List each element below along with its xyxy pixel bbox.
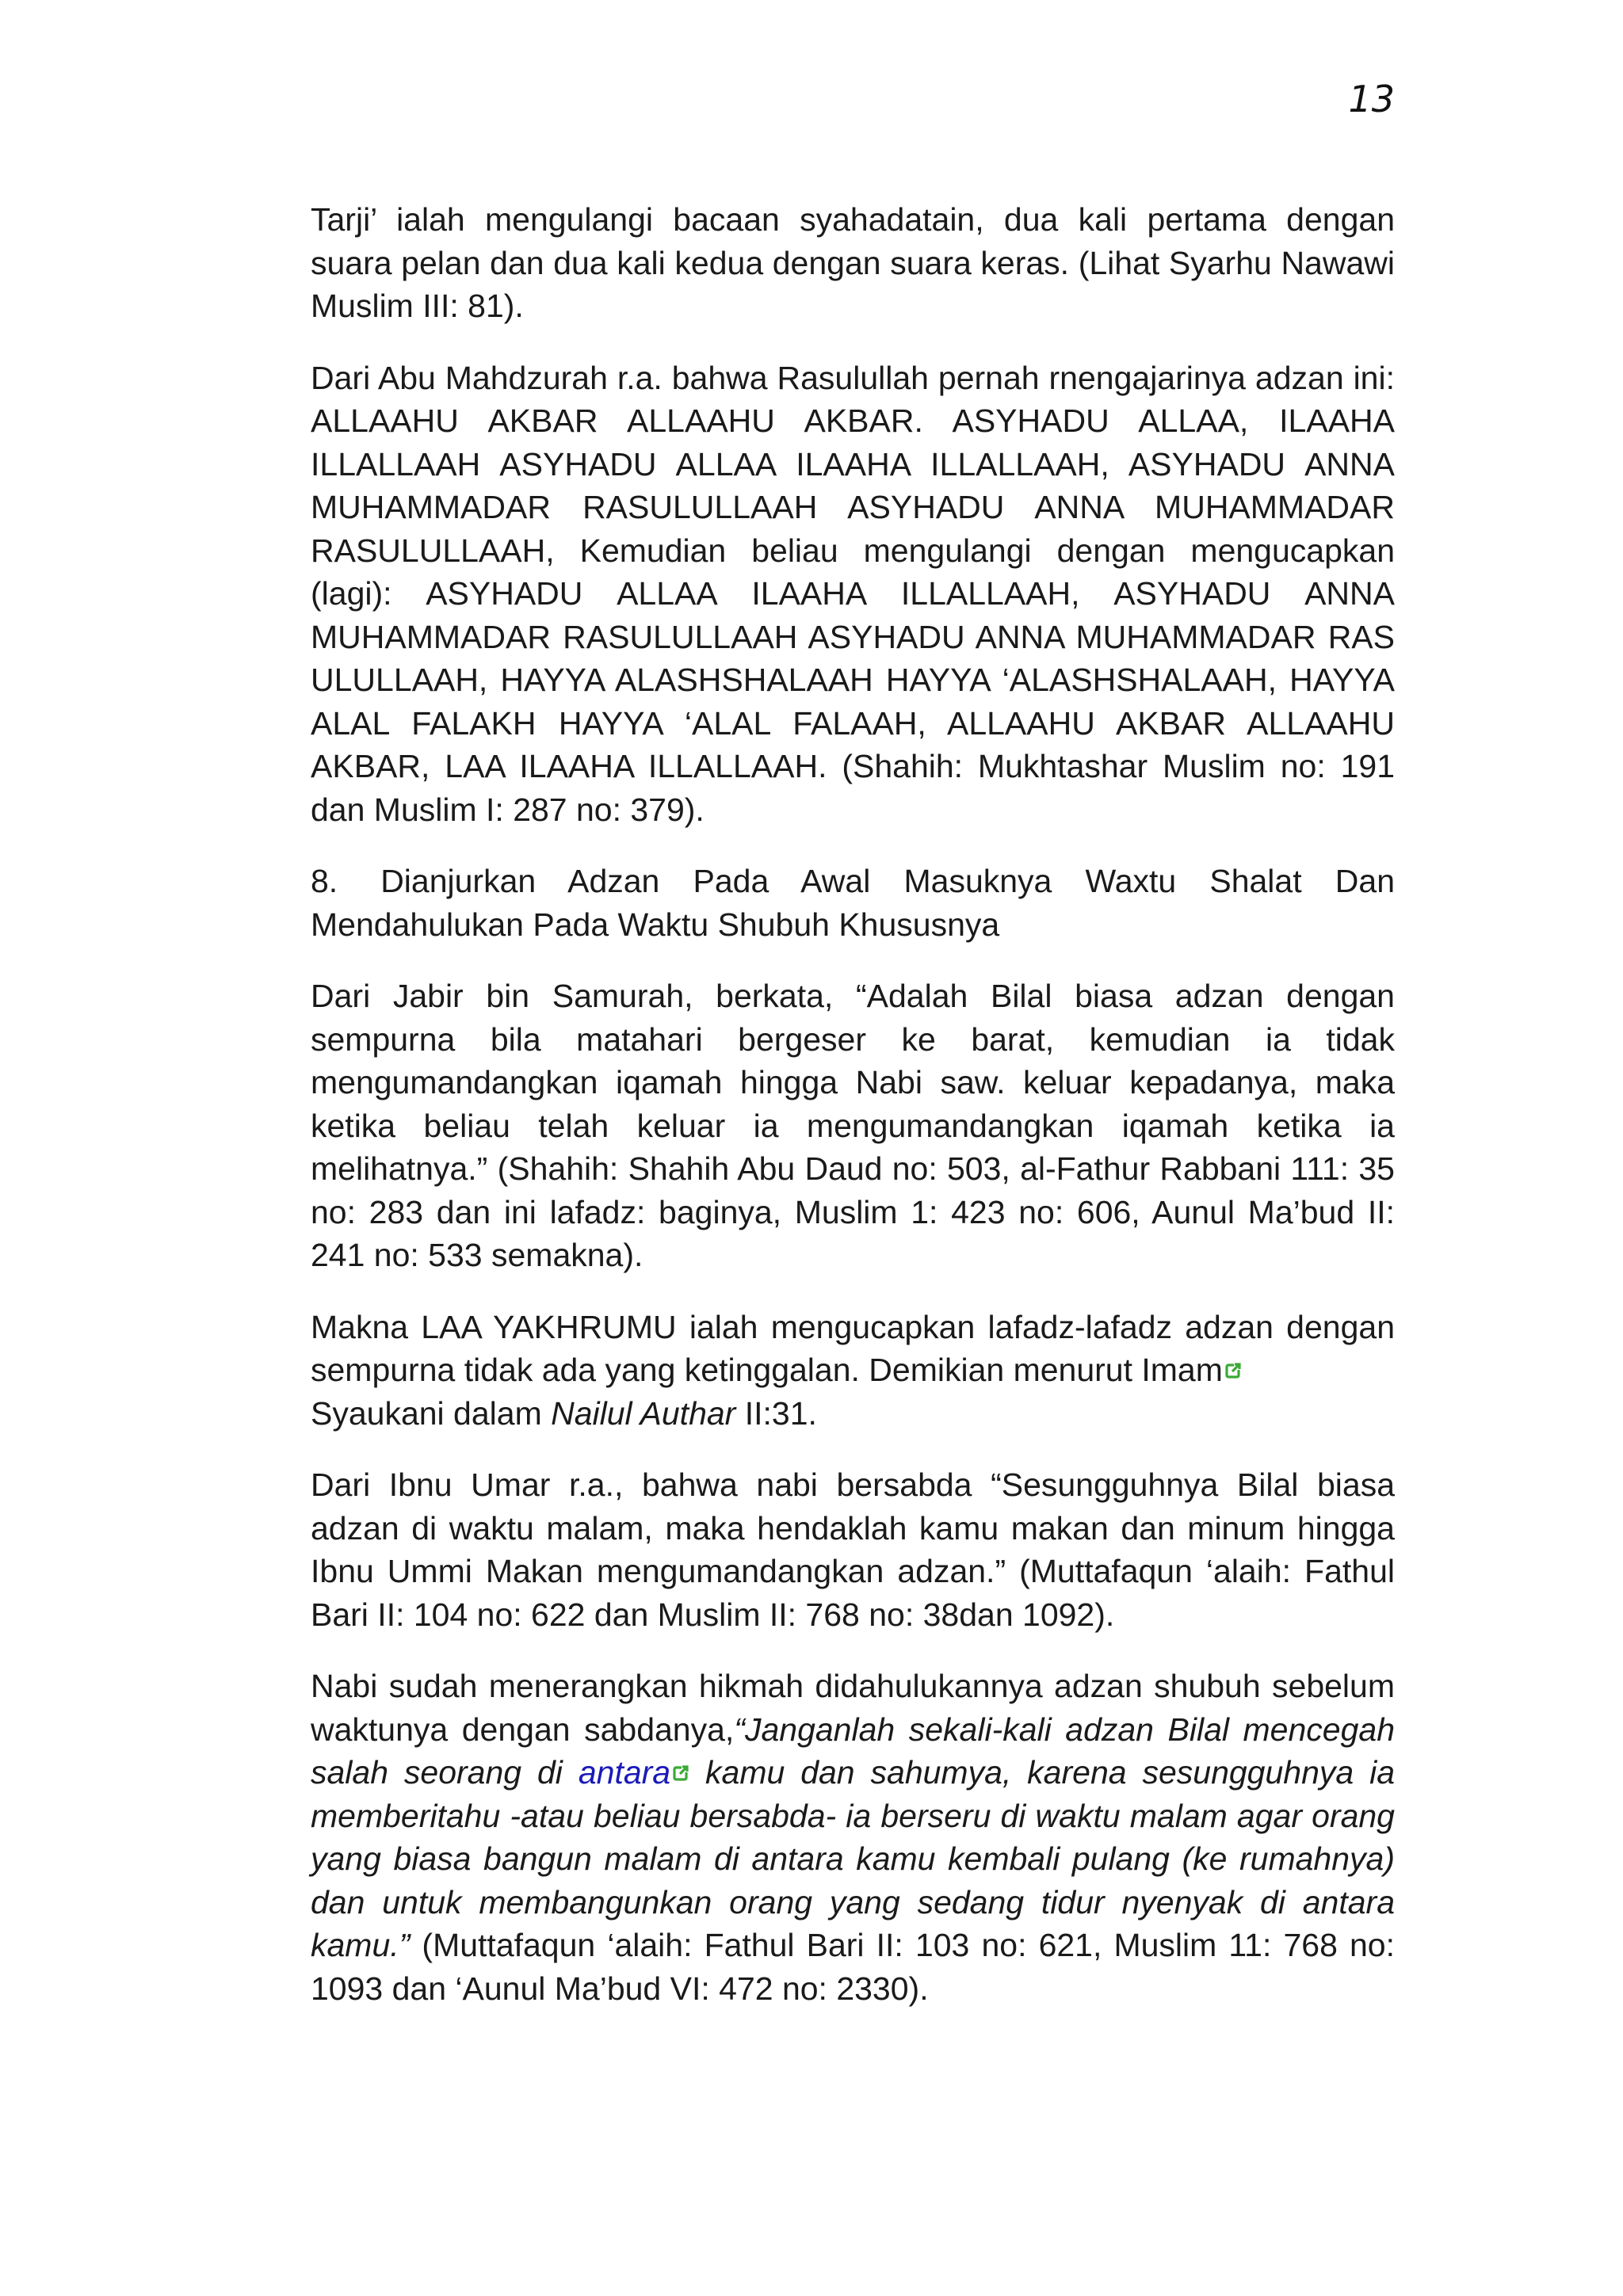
paragraph-laa-yakhrumu bbox=[311, 1306, 1395, 1436]
paragraph-tarji: Tarji’ ialah mengulangi bacaan syahadatain, dua kali pertama dengan suara pelan dan dua kali kedua dengan suara keras. (Lihat Syarhu Nawawi Muslim III: 81). bbox=[311, 201, 1395, 324]
book-title: Nailul Authar bbox=[551, 1394, 736, 1432]
text-segment: Syaukani dalam bbox=[311, 1394, 552, 1432]
section-number: 8. bbox=[311, 863, 338, 899]
text-segment: II:31. bbox=[735, 1394, 817, 1432]
paragraph-jabir: Dari Jabir bin Samurah, berkata, “Adalah Bilal biasa adzan dengan sempurna bila matahari bergeser ke barat, kemudian ia tidak mengumandangkan iqamah hingga Nabi saw. keluar kepadanya, maka ketika beliau telah keluar ia mengumandangkan iqamah ketika ia melihatnya.” (Shahih: Shahih Abu Daud no: 503, al-Fathur Rabbani 111: 35 no: 283 dan ini lafadz: baginya, Muslim 1: 423 no: 606, Aunul Ma’bud II: 241 no: 533 semakna). bbox=[311, 978, 1395, 1273]
external-link-icon[interactable] bbox=[1224, 1362, 1242, 1379]
hadith-quote-part: kamu dan sahumya, karena sesungguhnya ia memberitahu -atau beliau bersabda- ia berseru di waktu malam agar orang yang biasa bangun malam di antara kamu kembali pulang (ke rumahnya) dan untuk membangunkan orang yang sedang tidur nyenyak di antara kamu.” bbox=[311, 1754, 1396, 1963]
text-segment: (Muttafaqun ‘alaih: Fathul Bari II: 103 no: 621, Muslim 11: 768 no: 1093 dan ‘Aunul Ma’bud VI: 472 no: 2330). bbox=[311, 1927, 1395, 2007]
paragraph-ibnu-umar: Dari Ibnu Umar r.a., bahwa nabi bersabda “Sesungguhnya Bilal biasa adzan di waktu malam, maka hendaklah kamu makan dan minum hingga Ibnu Ummi Makan mengumandangkan adzan.” (Muttafaqun ‘alaih: Fathul Bari II: 104 no: 622 dan Muslim II: 768 no: 38dan 1092). bbox=[311, 1466, 1395, 1633]
paragraph-hikmah bbox=[311, 1665, 1395, 2010]
hadith-quote-part: “Janganlah sekali-kali adzan Bilal mencegah salah seorang di bbox=[311, 1711, 1395, 1791]
section-heading-8 bbox=[311, 860, 1395, 946]
external-link-icon[interactable] bbox=[672, 1764, 689, 1782]
paragraph-abu-mahdzurah: Dari Abu Mahdzurah r.a. bahwa Rasulullah pernah rnengajarinya adzan ini: ALLAAHU AKBAR ALLAAHU AKBAR. ASYHADU ALLAA, ILAAHA ILLALLAAH ASYHADU ALLAA ILAAHA ILLALLAAH, ASYHADU ANNA MUHAMMADAR RASULULLAAH ASYHADU ANNA MUHAMMADAR RASULULLAAH, Kemudian beliau mengulangi dengan mengucapkan (lagi): ASYHADU ALLAA ILAAHA ILLALLAAH, ASYHADU ANNA MUHAMMADAR RASULULLAAH ASYHADU ANNA MUHAMMADAR RAS ULULLAAH, HAYYA ALASHSHALAAH HAYYA ‘ALASHSHALAAH, HAYYA ALAL FALAKH HAYYA ‘ALAL FALAAH, ALLAAHU AKBAR ALLAAHU AKBAR, LAA ILAAHA ILLALLAAH. (Shahih: Mukhtashar Muslim no: 191 dan Muslim I: 287 no: 379). bbox=[311, 359, 1395, 828]
page-number: 13 bbox=[1348, 78, 1395, 120]
link-antara[interactable]: antara bbox=[578, 1754, 671, 1791]
section-title: Dianjurkan Adzan Pada Awal Masuknya Waxtu Shalat Dan Mendahulukan Pada Waktu Shubuh Khususnya bbox=[311, 863, 1395, 943]
document-body bbox=[311, 198, 1395, 2039]
text-segment: Makna LAA YAKHRUMU ialah mengucapkan lafadz-lafadz adzan dengan sempurna tidak ada yang ketinggalan. Demikian menurut Imam bbox=[311, 1308, 1395, 1388]
text-segment: Nabi sudah menerangkan hikmah didahulukannya adzan shubuh sebelum waktunya dengan sabdanya, bbox=[311, 1668, 1395, 1748]
